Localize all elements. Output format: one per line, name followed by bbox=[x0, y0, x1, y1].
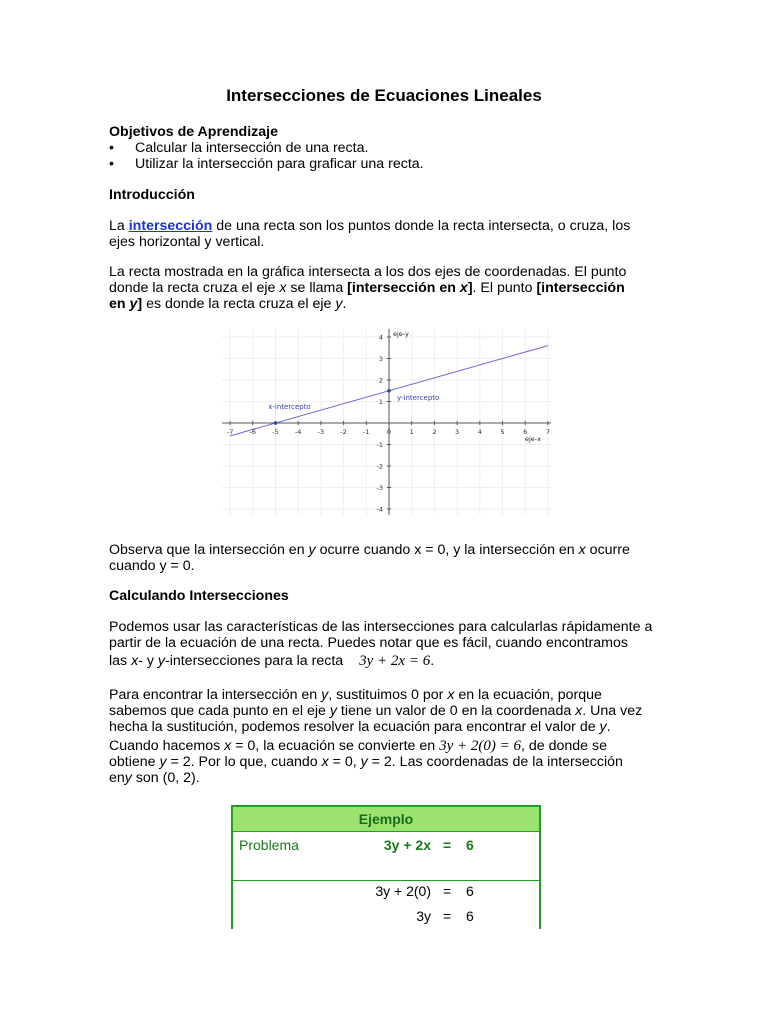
text: las bbox=[109, 653, 132, 669]
y-tick-label: -1 bbox=[376, 441, 383, 449]
calc-heading: Calculando Intersecciones bbox=[109, 588, 289, 604]
x-tick-label: 7 bbox=[545, 428, 550, 436]
text: tiene un valor de 0 en la coordenada bbox=[336, 703, 576, 719]
intersection-link[interactable]: intersección bbox=[128, 218, 213, 234]
x-tick-label: -2 bbox=[340, 428, 347, 436]
var: y bbox=[335, 296, 343, 312]
var: y bbox=[159, 754, 167, 770]
text: . bbox=[342, 296, 347, 312]
y-tick-label: 4 bbox=[378, 333, 383, 342]
y-tick-label: 2 bbox=[378, 376, 383, 385]
text: = 2. Las coordenadas de la intersección bbox=[367, 754, 623, 770]
x-axis-label: eje-x bbox=[525, 435, 541, 443]
text: obtiene bbox=[109, 754, 160, 770]
var: y bbox=[360, 754, 368, 770]
text: ejes horizontal y vertical. bbox=[109, 234, 265, 250]
x-tick-label: 5 bbox=[500, 428, 505, 436]
x-tick-label: -3 bbox=[317, 428, 325, 436]
x-tick-label: 6 bbox=[523, 428, 528, 436]
text: partir de la ecuación de una recta. Puedes notar que es fácil, cuando encontramos bbox=[109, 635, 628, 651]
var: y bbox=[129, 296, 138, 312]
y-tick-label: -3 bbox=[376, 484, 383, 492]
x-tick-label: -7 bbox=[226, 428, 234, 436]
text: Cuando hacemos bbox=[109, 738, 225, 754]
term: ] bbox=[467, 280, 473, 296]
var: x bbox=[578, 542, 586, 558]
table-row bbox=[233, 832, 539, 881]
intro-paragraph-2 bbox=[109, 264, 659, 312]
graph-svg bbox=[220, 327, 553, 517]
text: en la ecuación, porque bbox=[454, 687, 602, 703]
var: x bbox=[459, 280, 468, 296]
var: y bbox=[308, 542, 316, 558]
example-table bbox=[231, 805, 541, 929]
var: x bbox=[321, 754, 329, 770]
bullet-icon: • bbox=[109, 140, 114, 156]
var: x bbox=[447, 687, 455, 703]
text: Podemos usar las características de las intersecciones para calcularlas rápidamente a bbox=[109, 619, 653, 635]
text: La recta mostrada en la gráfica intersecta a los dos ejes de coordenadas. El punto bbox=[109, 264, 627, 280]
problem-label: Problema bbox=[239, 837, 299, 853]
y-tick-label: -2 bbox=[376, 462, 383, 471]
text: de una recta son los puntos donde la recta intersecta, o cruza, los bbox=[212, 218, 631, 234]
var: y bbox=[599, 719, 607, 735]
term: ] bbox=[137, 296, 143, 312]
table-row bbox=[233, 881, 539, 929]
rhs-cell: 6 bbox=[466, 837, 474, 853]
text: . bbox=[606, 719, 611, 735]
text: ocurre bbox=[585, 542, 630, 558]
text: = 2. Por lo que, cuando bbox=[166, 754, 322, 770]
equation: 3y + 2x = 6 bbox=[359, 653, 431, 669]
text: cuando y = 0. bbox=[109, 558, 195, 574]
text: Para encontrar la intersección en bbox=[109, 687, 322, 703]
x-intercept-label: x-intercepto bbox=[268, 403, 311, 411]
text: = 0, la ecuación se convierte en bbox=[231, 738, 440, 754]
x-tick-label: 4 bbox=[477, 428, 482, 436]
y-tick-label: 3 bbox=[378, 355, 383, 363]
intro-paragraph-1 bbox=[109, 218, 659, 250]
text: ocurre cuando x = 0, y la intersección en bbox=[315, 542, 579, 558]
objective-text: Calcular la intersección de una recta. bbox=[135, 140, 369, 156]
y-tick-label: 1 bbox=[378, 398, 383, 406]
lhs-cell: 3y + 2x bbox=[383, 837, 431, 853]
text: -intersecciones para la recta bbox=[164, 653, 348, 669]
x-tick-label: -1 bbox=[363, 428, 370, 436]
lhs-cell: 3y + 2(0) bbox=[375, 883, 431, 899]
var: x bbox=[279, 280, 287, 296]
y-intercept-point bbox=[387, 389, 391, 393]
example-header: Ejemplo bbox=[233, 807, 539, 832]
var: y bbox=[329, 703, 337, 719]
y-intercept-label: y-intercepto bbox=[397, 393, 440, 402]
x-tick-label: -6 bbox=[249, 428, 257, 436]
calc-paragraph-2 bbox=[109, 687, 659, 786]
equation: 3y + 2(0) = 6 bbox=[439, 738, 521, 754]
var: x bbox=[224, 738, 232, 754]
term: en bbox=[109, 296, 130, 312]
text: . Una vez bbox=[582, 703, 643, 719]
eq-cell: = bbox=[443, 837, 452, 853]
var: y bbox=[124, 770, 132, 786]
list-item bbox=[109, 140, 659, 156]
text: - y bbox=[138, 653, 158, 669]
x-tick-label: -5 bbox=[272, 428, 279, 436]
bullet-icon: • bbox=[109, 156, 114, 172]
text: son (0, 2). bbox=[131, 770, 200, 786]
text: hecha la sustitución, podemos resolver la ecuación para encontrar el valor de bbox=[109, 719, 600, 735]
y-axis-label: eje-y bbox=[393, 330, 409, 338]
x-tick-label: 2 bbox=[432, 428, 437, 436]
intro-heading: Introducción bbox=[109, 187, 195, 203]
page-title: Intersecciones de Ecuaciones Lineales bbox=[226, 86, 542, 105]
text: Observa que la intersección en bbox=[109, 542, 309, 558]
x-tick-label: -4 bbox=[294, 428, 302, 436]
observe-paragraph bbox=[109, 542, 659, 574]
intercept-graph bbox=[220, 327, 553, 517]
var: x bbox=[575, 703, 583, 719]
text: La bbox=[109, 218, 129, 234]
lhs-cell: 3y bbox=[416, 908, 431, 924]
text: . bbox=[430, 653, 435, 669]
x-tick-label: 3 bbox=[455, 428, 460, 436]
x-tick-label: 0 bbox=[386, 428, 392, 436]
text: se llama bbox=[286, 280, 348, 296]
rhs-cell: 6 bbox=[466, 908, 474, 924]
calc-paragraph-1 bbox=[109, 619, 659, 669]
rhs-cell: 6 bbox=[466, 883, 474, 899]
eq-cell: = bbox=[443, 908, 452, 924]
eq-cell: = bbox=[443, 883, 452, 899]
objectives-section bbox=[109, 124, 659, 172]
text: , sustituimos 0 por bbox=[328, 687, 448, 703]
objectives-heading: Objetivos de Aprendizaje bbox=[109, 124, 278, 140]
text: donde la recta cruza el eje bbox=[109, 280, 280, 296]
graph-background bbox=[220, 327, 553, 517]
text: sabemos que cada punto en el eje bbox=[109, 703, 330, 719]
x-intercept-point bbox=[274, 421, 278, 425]
list-item bbox=[109, 156, 659, 172]
term: [intersección en bbox=[347, 280, 460, 296]
var: y bbox=[321, 687, 329, 703]
text: , de donde se bbox=[520, 738, 607, 754]
y-tick-label: -4 bbox=[376, 505, 383, 514]
x-tick-label: 1 bbox=[409, 428, 414, 436]
var: x bbox=[131, 653, 139, 669]
text: = 0, bbox=[328, 754, 361, 770]
text: . El punto bbox=[472, 280, 537, 296]
text: en bbox=[109, 770, 125, 786]
objective-text: Utilizar la intersección para graficar una recta. bbox=[135, 156, 424, 172]
term: [intersección bbox=[536, 280, 625, 296]
var: y bbox=[157, 653, 165, 669]
text: es donde la recta cruza el eje bbox=[142, 296, 336, 312]
